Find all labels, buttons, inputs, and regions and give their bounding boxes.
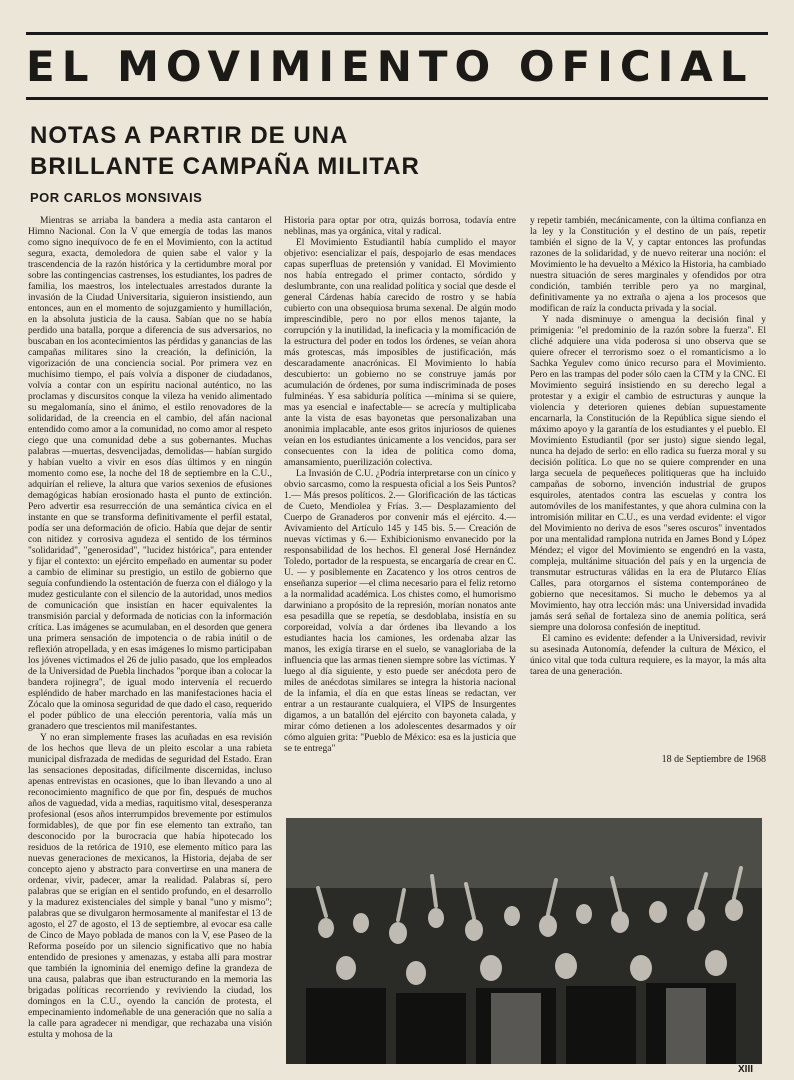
paragraph: Y nada disminuye o amengua la decisión final y primigenia: "el predominio de la razón sobre la fuerza". El cliché adquiere una vida poderosa si uno observa que se quiere ofrecer el terrorismo soez o el romanticismo a lo Sachka Yegulev como único recurso para el Movimiento. Pero en las trampas del poder sólo caen la CTM y la CNC. El Movimiento seguirá insistiendo en su derecho legal a protestar y a exigir el cambio de estructuras y aunque la violencia y deterioren quienes debían supuestamente encarnarla, la Constitución de la República sigue siendo el máximo apoyo y la garantía de los estudiantes y el pueblo. El Movimiento Estudiantil (por ser justo) sigue siendo legal, nunca ha dejado de serlo: en ello radica su fuerza moral y su decisión política. Lo que no se quiere comprender en una larga secuela de pequeñeces politiqueras que ha incluido campañas de soborno, invención industrial de grupos esquiroles, atentados contra las escuelas y contra los automóviles de los manifestantes, y que ahora culmina con la intromisión militar en C.U., es una verdad evidente: el vigor del Movimiento no deriva de esos "seres oscuros" inventados por una mentalidad ramplona nutrida en James Bond y López Méndez; el vigor del Movimiento se engendró en la vasta, compleja, multánime situación del país y en la urgencia de transmutar estructuras válidas en la era de Plutarco Elías Calles, para otorgarnos el sistema contemporáneo de gobierno que necesitamos. Si mucho le debemos ya al Movimiento, hay otra lección más: una Universidad invadida jamás será señal de fortaleza sino de anemia política, será siempre una dolorosa confesión de ineptitud. [530,315,766,633]
paragraph: Mientras se arriaba la bandera a media asta cantaron el Himno Nacional. Con la V que emergía de todas las manos como signo inequívoco de fe en el Movimiento, con la actitud segura, exacta, demoledora de quien sabe el valor y la trascendencia de la razón histórica y la certidumbre moral por sobre las contingencias castrenses, los estudiantes, los padres de familia, los maestros, los intelectuales arrestados durante la invasión de la Ciudad Universitaria, siguieron insistiendo, aun entonces, aun en el momento de sojuzgamiento y humillación, en la absoluta justicia de la causa. Sabían que no se había perdido una batalla, porque a diferencia de sus adversarios, no buscaban en los acontecimientos las pérdidas y ganancias de las campañas militares sino la creación, la definición, la vigorización de una conciencia social. Por primera vez en muchísimo tiempo, el país volvía a disponer de ciudadanos, volvía a contar con un espíritu nacional auténtico, no las proclamas y discursitos conque la vileza ha venido alimentado su megalomanía, sino el ánimo, el estilo renovadores de la solidaridad, de la creencia en el cambio, del afán nacional entendido como amor a la comunidad, no como amor al respeto ciego que una comunidad debe a sus gobernantes. Muchas palabras —muertas, desvencijadas, demolidas— habían surgido y habían vuelto a vivir en esos días últimos y en ningún momento como ese, la noche del 18 de septiembre en la C.U., adquirían el relieve, la altura que varios sexenios de efusiones demagógicas habían erosionado hasta el punto de extinción. Pero advertir esa resurrección de una semántica cívica en el instante en que se transforma definitivamente el perfil estatal, podía ser una deformación de oficio. Había que dejar de sentir con nitidez y corrosiva agudeza el sentido de los términos "solidaridad", "generosidad", "lucidez histórica", para entender y fijar el contexto: un ejército empeñado en aumentar su poder a cambio de eliminar su prestigio, un estilo de gobierno que seguía confundiendo la ostentación de fuerza con el diálogo y la mudez gesticulante con el silencio de la autoridad, unos medios de comunicación que insistían en hacer equivalentes la transmisión parcial y deformada de noticias con la información crítica. Las imágenes se acumulaban, en el desorden que genera una primera sensación de impotencia o de rabia inútil o de reflexión atropellada, y en esas imágenes lo mismo participaban los jóvenes victimados el 26 de julio pasado, que los empleados de la Universidad de Puebla linchados "porque iban a colocar la bandera rojinegra", de igual modo intervenía el recuerdo espléndido de haber marchado en las manifestaciones hacia el Zócalo que la ominosa seguridad de que dado el caso, requerido el poder público de una elección perentoria, valía más un granadero que trescientos mil manifestantes. [28,216,272,732]
headline-line-2: BRILLANTE CAMPAÑA MILITAR [30,153,420,180]
article-column-1 [28,216,272,1066]
byline: POR CARLOS MONSIVAIS [30,190,203,205]
paragraph: La Invasión de C.U. ¿Podría interpretarse con un cínico y obvio sarcasmo, como la respuesta oficial a los Seis Puntos? 1.— Más presos políticos. 2.— Glorificación de las tácticas de Cueto, Mendiolea y Frías. 3.— Desplazamiento del Cuerpo de Granaderos por convenir más el ejército. 4.— Avivamiento del Artículo 145 y 145 bis. 5.— Creación de nuevas víctimas y 6.— Exhibicionismo envanecido por la responsabilidad de los hechos. El general José Hernández Toledo, portador de la respuesta, se encargaría de crear en C. U. — y posiblemente en Zacatenco y los otros centros de enseñanza superior —el clima necesario para el feliz retorno a la normalidad académica. Los chistes como, el humorismo darwiniano a propósito de la represión, morían nonatos ante esa pesadilla que se repetía, se desdoblaba, insistía en su corporeidad, volvía a dar órdenes iba llevando a los estudiantes hacia los camiones, les ordenaba alzar las manos, les exigía tirarse en el suelo, se vanagloriaba de la influencia que las armas tienen siempre sobre las víctimas. Y luego al día siguiente, y esto puede ser anécdota pero de miles de anécdotas similares se integra la historia nacional de la infamia, el día en que estas líneas se redactan, ver entrar a un restaurante cualquiera, el VIPS de Insurgentes digamos, a un batallón del ejército con bayoneta calada, y mirar cómo detienen a los adolescentes desarmados y oír cómo alguien grita: "Pueblo de México: esa es la justicia que se te entrega" [284,469,516,754]
paragraph: El Movimiento Estudiantil había cumplido el mayor objetivo: esencializar el país, despojarlo de esas mendaces capas superfluas de pretensión y vanidad. El Movimiento nos había entregado el primer contacto, sórdido y deslumbrante, con una realidad política y social que desde el general Cárdenas había carecido de rostro y se había cubierto con una obsequiosa bruma sexenal. De algún modo imprescindible, pero no por ellos menos tajante, la corrupción y la inutilidad, la ineficacia y la momificación de la estructura del poder en todos los órdenes, se veían ahora más grotescas, más imposibles de justificación, más descaradamente anacrónicas. El Movimiento lo había descubierto: un gobierno no se construye jamás por acumulación de órdenes, por suma indiscriminada de poses fulminéas. Y esa sabiduría política —mínima si se quiere, mas ya esencial e inafectable— se acrecía y multiplicaba ante la vista de esas bayonetas que personalizaban una anonimia implacable, ante esos gritos injuriosos de quienes veían en los estudiantes únicamente a los vencidos, para ser consecuentes con la idea de política como doma, amansamiento, puerilización colectiva. [284,238,516,468]
article-column-2 [284,216,516,792]
masthead-bottom-rule [26,97,768,100]
article-column-3 [530,216,766,756]
paragraph: y repetir también, mecánicamente, con la última confianza en la ley y la Constitución y el destino de un país, repetir también el signo de la V, y captar entonces las profundas razones de la solidaridad, y de nuevo reiterar una noción: el Movimiento le ha devuelto a México la Historia, ha cambiado nuestra situación de seres marginales y ofendidos por otra condición, también terrible pero ya no marginal, definitivamente ya no extraña o ajena a los procesos que modifican de raíz la conducta privada y la social. [530,216,766,314]
headline-line-1: NOTAS A PARTIR DE UNA [30,122,349,149]
paragraph: Historia para optar por otra, quizás borrosa, todavía entre neblinas, mas ya orgánica, vital y radical. [284,216,516,237]
page-number: XIII [738,1064,754,1075]
dateline: 18 de Septiembre de 1968 [661,754,766,765]
section-title: EL MOVIMIENTO OFICIAL [26,42,754,91]
paragraph: El camino es evidente: defender a la Universidad, revivir su asesinada Autonomía, defender la cultura de México, el único vital que toda cultura requiere, es la mayor, la más alta tarea de una generación. [530,634,766,677]
paragraph: Y no eran simplemente frases las acuñadas en esa revisión de los hechos que lleva de un pleito escolar a una rabieta municipal disfrazada de medidas de seguridad del Estado. Eran las sensaciones depositadas, difícilmente discernidas, incluso apenas entrevistas en ocasiones, que lo iban llevando a uno al reconocimiento magnífico de que por fin, después de muchos años de vaguedad, vida a medias, raquitismo vital, desesperanza profesional (esos años interrumpidos brevemente por estímulos formidables), de que por fin ese elemento tan extraño, tan desconocido por la burocracia que había hipotecado los residuos de la retórica de 1910, ese elemento mítico para las nuevas generaciones de mexicanos, la Historia, dejaba de ser concepto ajeno y abstracto para convertirse en una manera de ordenar, vivir, padecer, amar la realidad. Palabras sí, pero palabras que se erigían en el sentido profundo, en el desarrollo y la madurez existenciales del simple y banal "uno y mismo"; palabras que se divulgaron hermosamente al manifestar el 13 de agosto, el 27 de agosto, el 13 de septiembre, al evocar esa calle de Cinco de Mayo poblada de manos con la V, ese Paseo de la Reforma poseído por un silencio significativo que no había entendido de presiones y amenazas, y estaba allí para mostrar que también la ignominia del enemigo define la grandeza de una causa, palabras que iban estructurando en la memoria las brigadas políticas recorriendo y reviviendo la ciudad, los domingos en la C.U., oyendo la canción de protesta, el empecinamiento indomeñable de una generación que no salía a la calle para agradecer ni mendigar, que rechazaba una visión estulta y mohosa de la [28,733,272,1040]
top-rule [26,32,768,35]
headline [30,120,590,182]
crowd-silhouette-image [286,818,762,1064]
crowd-photo [286,818,762,1064]
